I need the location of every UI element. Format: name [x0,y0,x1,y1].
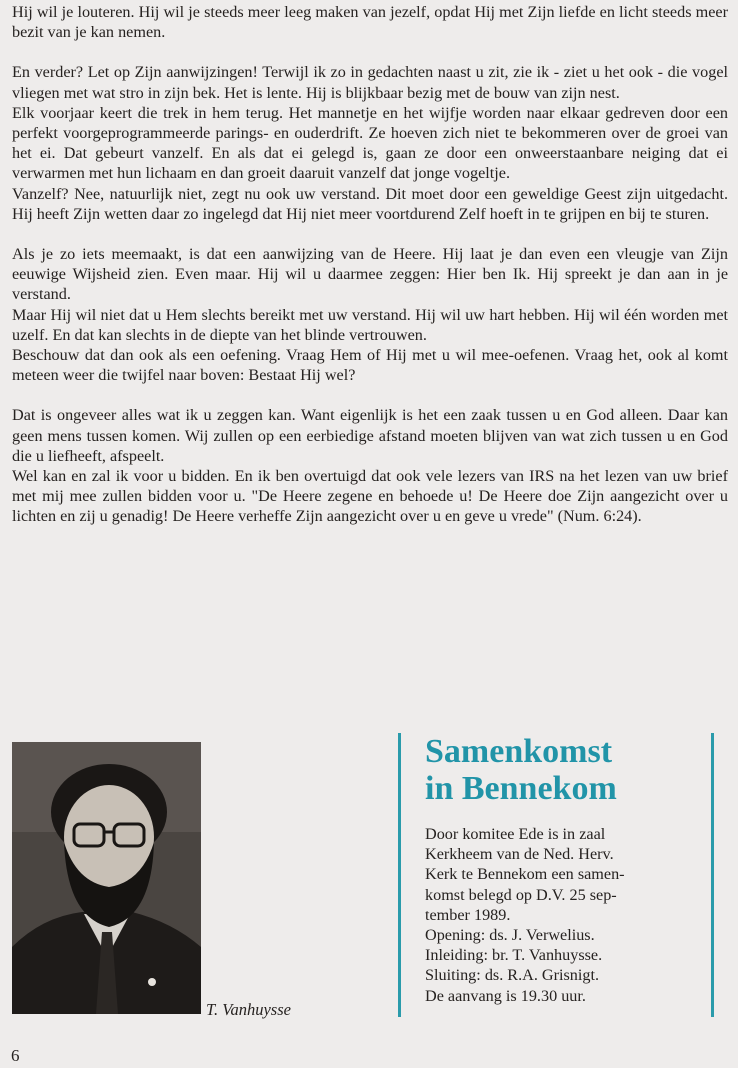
notice-title-line: in Bennekom [425,770,617,807]
notice-title-line: Samenkomst [425,733,613,770]
portrait-photo-illustration [12,742,201,1014]
notice-line: Door komitee Ede is in zaal [425,825,606,843]
notice-line: Opening: ds. J. Verwelius. [425,926,595,945]
notice-line: tember 1989. [425,905,511,924]
notice-line: Inleiding: br. T. Vanhuysse. [425,946,603,965]
page-number: 6 [11,1046,20,1065]
notice-body [425,824,695,1006]
article-body [12,2,728,527]
portrait-photo [12,742,201,1014]
paragraph: Maar Hij wil niet dat u Hem slechts bereikt met uw verstand. Hij wil uw hart hebben. Hij wil één worden met uzelf. En dat kan slechts in de diepte van het blinde vertrouwen. [12,305,728,344]
paragraph: Vanzelf? Nee, natuurlijk niet, zegt nu ook uw verstand. Dit moet door een geweldige Geest zijn uitgedacht. Hij heeft Zijn wetten daar zo ingelegd dat Hij niet meer voortdurend Zelf hoeft in te grijpen en bij te sturen. [12,184,728,223]
paragraph: Hij wil je louteren. Hij wil je steeds meer leeg maken van jezelf, opdat Hij met Zijn liefde en licht steeds meer bezit van je kan nemen. [12,3,728,42]
paragraph: En verder? Let op Zijn aanwijzingen! Terwijl ik zo in gedachten naast u zit, zie ik - ziet u het ook - die vogel vliegen met wat stro in zijn bek. Het is lente. Hij is blijkbaar bezig met de bouw van zijn nest. [12,63,728,102]
notice-line: De aanvang is 19.30 uur. [425,986,586,1005]
notice-line: Kerk te Bennekom een samen- [425,865,625,884]
photo-caption: T. Vanhuysse [206,1000,291,1019]
paragraph: Als je zo iets meemaakt, is dat een aanwijzing van de Heere. Hij laat je dan even een vleugje van Zijn eeuwige Wijsheid zien. Even maar. Hij wil u daarmee zeggen: Hier ben Ik. Hij spreekt je dan aan in je verstand. [12,245,728,304]
notice-title [401,733,711,807]
paragraph: Elk voorjaar keert die trek in hem terug. Het mannetje en het wijfje worden naar elkaar gedreven door een perfekt voorgeprogrammeerde parings- en ouderdrift. Ze hoeven zich niet te bekommeren over de groei van het ei. Dat gebeurt vanzelf. En als dat ei gelegd is, gaan ze door een onweerstaanbare neiging dat ei verwarmen met hun lichaam en dan groeit daaruit vanzelf dat jonge vogeltje. [12,103,728,183]
paragraph: Wel kan en zal ik voor u bidden. En ik ben overtuigd dat ook vele lezers van IRS na het lezen van uw brief met mij mee zullen bidden voor u. "De Heere zegene en behoede u! De Heere doe Zijn aangezicht over u lichten en zij u genadig! De Heere verheffe Zijn aangezicht over u en geve u vrede" (Num. 6:24). [12,467,728,526]
notice-line: Sluiting: ds. R.A. Grisnigt. [425,966,600,985]
paragraph: Beschouw dat dan ook als een oefening. Vraag Hem of Hij met u wil mee-oefenen. Vraag het, ook al komt meteen weer die twijfel naar boven: Bestaat Hij wel? [12,346,728,385]
paragraph: Dat is ongeveer alles wat ik u zeggen kan. Want eigenlijk is het een zaak tussen u en God alleen. Daar kan geen mens tussen komen. Wij zullen op een eerbiedige afstand moeten blijven van wat zich tussen u en God die u liefheeft, afspeelt. [12,406,728,465]
notice-box [398,733,714,1017]
notice-line: komst belegd op D.V. 25 sep- [425,885,617,904]
notice-line: Kerkheem van de Ned. Herv. [425,845,614,864]
